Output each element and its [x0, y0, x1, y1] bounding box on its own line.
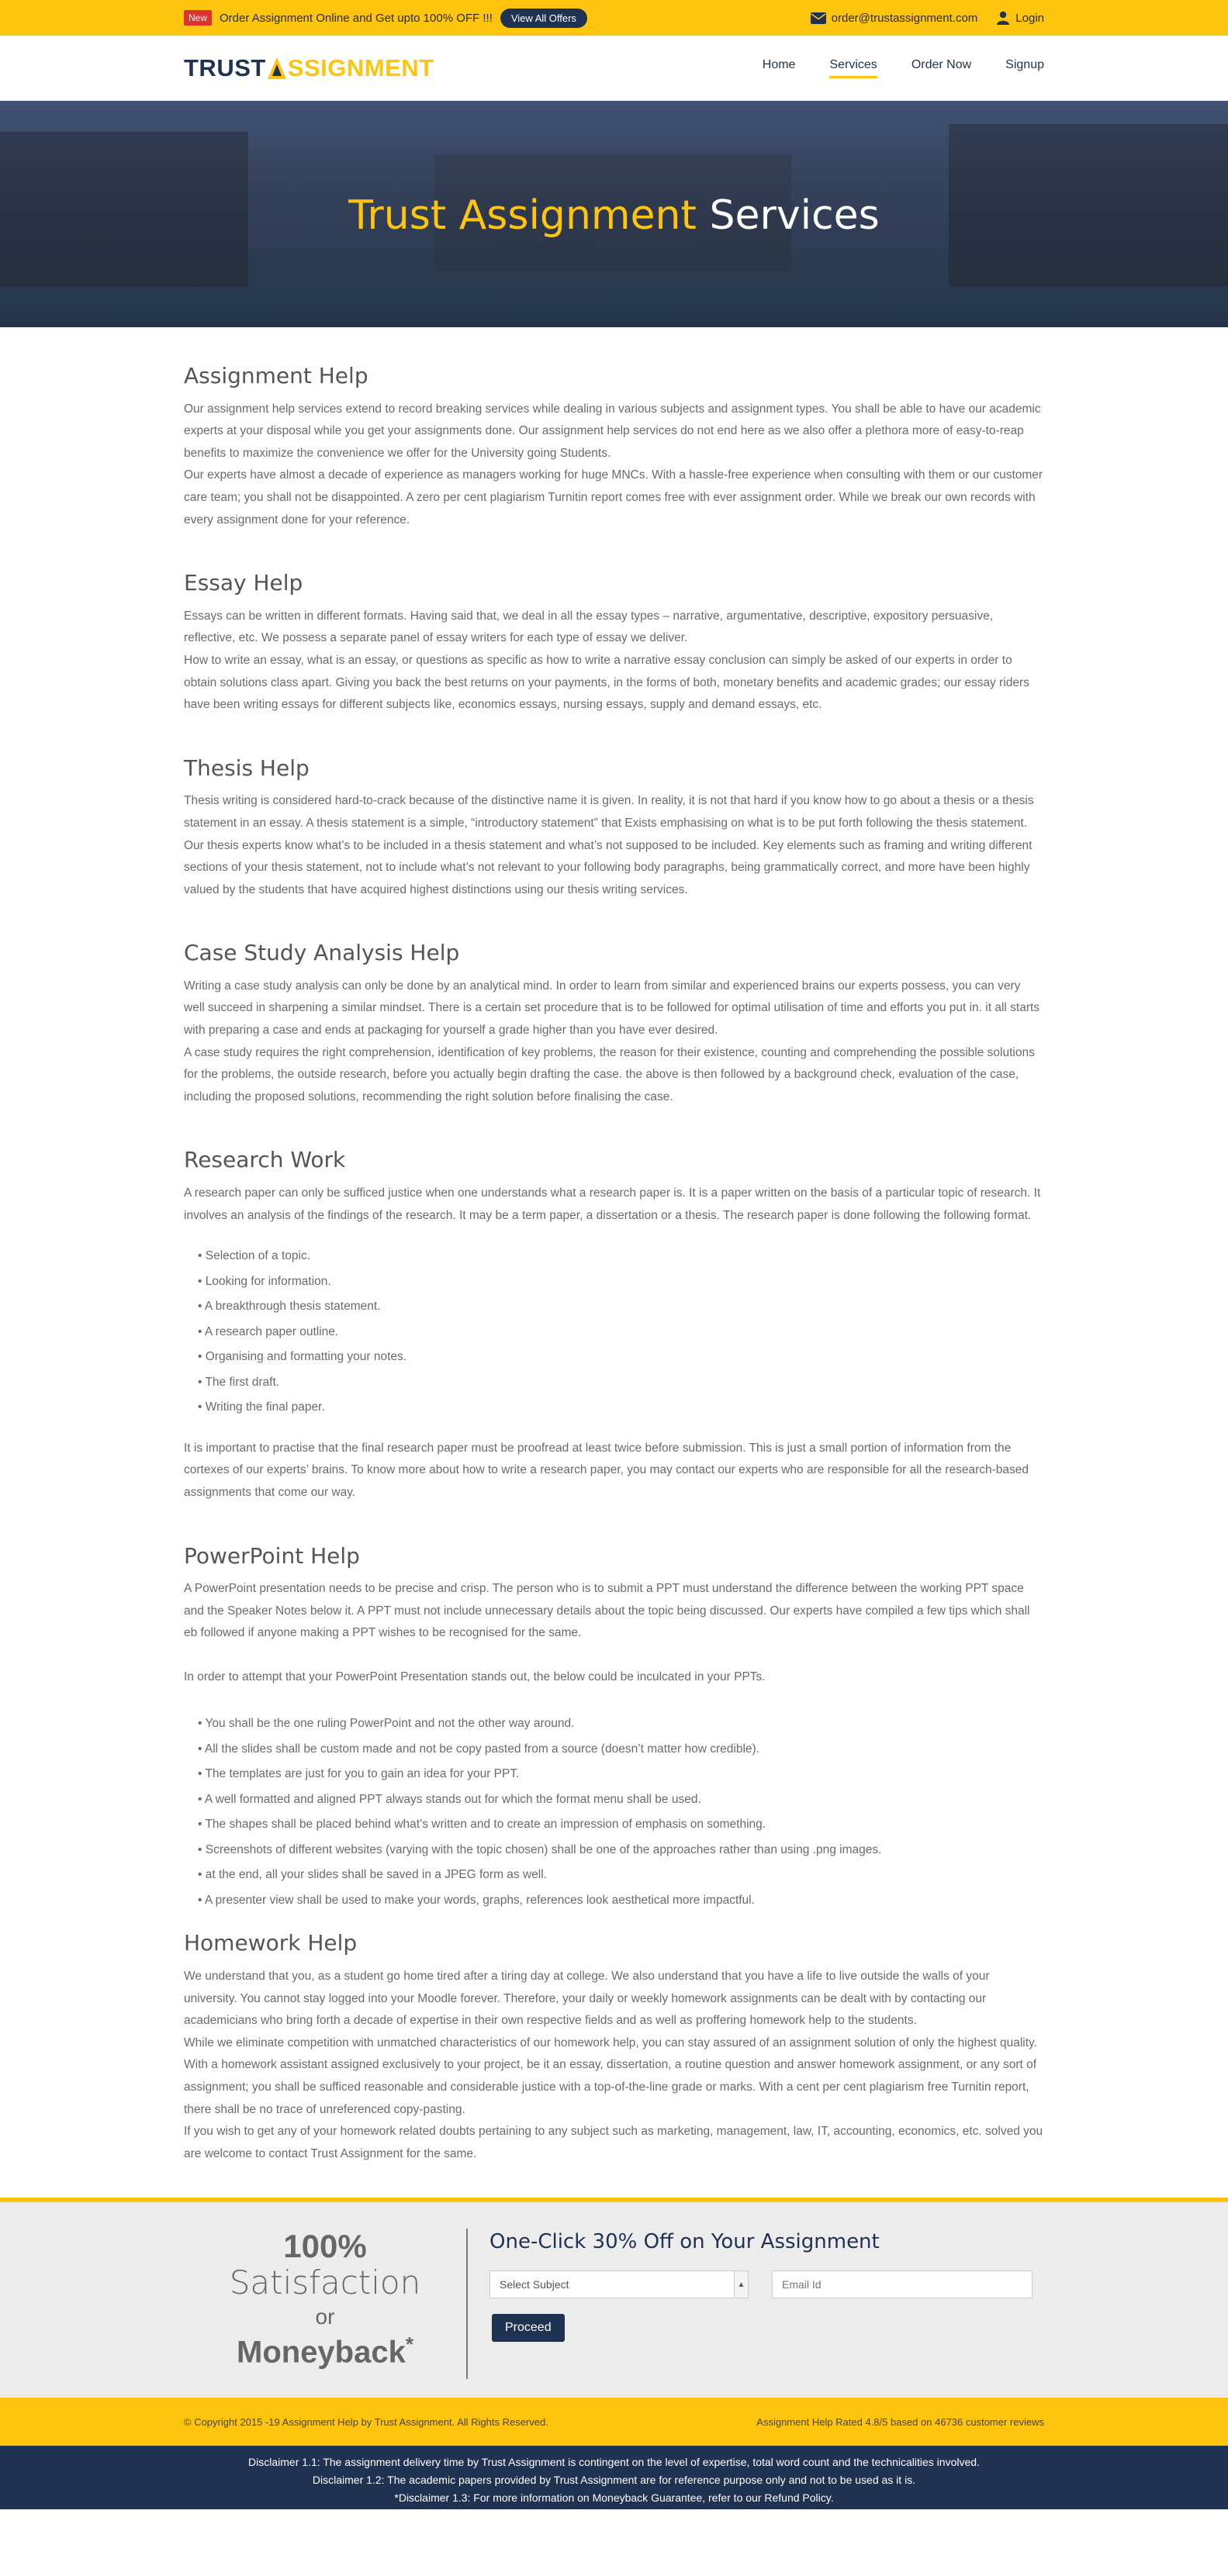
disclaimer-1: Disclaimer 1.1: The assignment delivery time by Trust Assignment is contingent on the level of expertise, total word count and the technicalities involved. — [248, 2456, 980, 2469]
spacer — [184, 1521, 1044, 1543]
section-assignment-help — [184, 363, 1044, 531]
disclaimer-2: Disclaimer 1.2: The academic papers provided by Trust Assignment are for reference purpose only and not to be used as it is. — [312, 2474, 916, 2487]
email-input[interactable] — [772, 2270, 1033, 2298]
login-text: Login — [1015, 11, 1044, 25]
guarantee-or: or — [315, 2304, 335, 2329]
section-research-work — [184, 1147, 1044, 1504]
offer-section — [0, 2198, 1228, 2398]
list-item: • Organising and formatting your notes. — [198, 1345, 1044, 1370]
section-paragraph: It is important to practise that the final research paper must be proofread at least twice before submission. This is just a small portion of information from the cortexes of our experts’ brains. To know more about how to write a research paper, you may contact our experts who are responsible for all the research-based assignments that come our way. — [184, 1441, 1029, 1499]
top-links — [811, 11, 1044, 25]
logo-text-trust: TRUST — [184, 54, 266, 81]
list-item: • A research paper outline. — [198, 1320, 1044, 1345]
guarantee-percent: 100% — [283, 2228, 367, 2265]
nav-home[interactable]: Home — [762, 58, 796, 71]
offer-heading: One-Click 30% Off on Your Assignment — [489, 2230, 880, 2254]
copyright-text: © Copyright 2015 -19 Assignment Help by Trust Assignment. All Rights Reserved. — [184, 2415, 548, 2428]
guarantee-satisfaction: Satisfaction — [229, 2263, 421, 2301]
main-nav — [763, 58, 1044, 78]
section-essay-help — [184, 570, 1044, 717]
hero-title-rest: Services — [709, 192, 880, 239]
section-paragraph: Our experts have almost a decade of experience as managers working for huge MNCs. With a hassle-free experience when consulting with them or our customer care team; you shall not be disappointed. A zero per cent plagiarism Turnitin report comes free with ever assignment order. While we break our own records with every assignment done for your reference. — [184, 468, 1043, 527]
section-title: Assignment Help — [184, 363, 368, 388]
disclaimer-3: *Disclaimer 1.3: For more information on Moneyback Guarantee, refer to our Refund Policy. — [394, 2491, 834, 2505]
section-title: Essay Help — [184, 570, 303, 596]
list-item: • Looking for information. — [198, 1269, 1044, 1295]
spacer — [184, 1125, 1044, 1147]
footer-bar — [0, 2398, 1228, 2446]
top-bar — [0, 0, 1228, 36]
promo-text: Order Assignment Online and Get upto 100% OFF !!! — [220, 11, 493, 25]
hero-banner — [0, 101, 1228, 327]
nav-order-now[interactable]: Order Now — [911, 58, 972, 71]
email-link[interactable] — [811, 12, 978, 25]
section-paragraph: In order to attempt that your PowerPoint Presentation stands out, the below could be inculcated in your PPTs. — [184, 1670, 766, 1683]
section-paragraph: We understand that you, as a student go home tired after a tiring day at college. We also understand that you have a life to live outside the walls of your university. You cannot stay logged into your Moodle forever. Therefore, your daily or weekly homework assignments can be dealt with by contacting our academicians who bring forth a decade of expertise in their own respective fields and as well as proffering homework help to the students. — [184, 1970, 990, 2028]
section-title: Thesis Help — [184, 754, 310, 781]
new-badge: New — [184, 10, 212, 26]
section-paragraph: Our assignment help services extend to record breaking services while dealing in various subjects and assignment types. You shall be able to have our academic experts at your disposal while you get your assignments done. Our assignment help services do not end here as we also offer a plethora more of easy-to-reap benefits to maximize the convenience we offer for the University going Students. — [184, 402, 1041, 460]
section-homework-help — [184, 1930, 1044, 2165]
section-paragraph: Thesis writing is considered hard-to-crack because of the distinctive name it is given. In reality, it is not that hard if you know how to go about a thesis or a thesis statement in an essay. A thesis statement is a simple, “introductory statement” that Exists emphasising on what is to be put forth following the thesis statement. — [184, 794, 1034, 830]
section-paragraph: Essays can be written in different formats. Having said that, we deal in all the essay types – narrative, argumentative, descriptive, expository persuasive, reflective, etc. We possess a separate panel of essay writers for each type of essay we deliver. — [184, 609, 994, 645]
offer-form-row — [489, 2270, 1033, 2298]
spacer — [184, 918, 1044, 940]
section-title: Case Study Analysis Help — [184, 940, 460, 966]
section-title: Research Work — [184, 1147, 346, 1173]
list-item: • A well formatted and aligned PPT always stands out for which the format menu shall be used. — [198, 1787, 1044, 1813]
list-item: • The shapes shall be placed behind what’s written and to create an impression of emphasis on something. — [198, 1812, 1044, 1838]
email-text: order@trustassignment.com — [831, 11, 978, 25]
moneyback-asterisk: * — [405, 2332, 413, 2356]
section-paragraph: A case study requires the right comprehension, identification of key problems, the reason for their existence, counting and comprehending the possible solutions for the problems, the outside research, before you actually begin drafting the case. the above is then followed by a background check, evaluation of the case, including the proposed solutions, recommending the right solution before finalising the case. — [184, 1045, 1035, 1103]
list-item: • at the end, all your slides shall be saved in a JPEG form as well. — [198, 1863, 1044, 1888]
nav-signup[interactable]: Signup — [1005, 58, 1044, 71]
list-item: • A breakthrough thesis statement. — [198, 1294, 1044, 1320]
user-icon — [996, 11, 1010, 25]
list-item: • A presenter view shall be used to make your words, graphs, references look aesthetical more impactful. — [198, 1888, 1044, 1914]
promo-strip — [184, 9, 587, 28]
list-item: • Selection of a topic. — [198, 1244, 1044, 1269]
hero-title-highlight: Trust Assignment — [348, 192, 697, 239]
section-case-study-help — [184, 940, 1044, 1108]
section-paragraph: If you wish to get any of your homework related doubts pertaining to any subject such as marketing, management, law, IT, accounting, economics, etc. solved you are welcome to contact Trust Assignment for the same. — [184, 2125, 1043, 2160]
list-item: • You shall be the one ruling PowerPoint and not the other way around. — [198, 1711, 1044, 1737]
section-paragraph: Writing a case study analysis can only be done by an analytical mind. In order to learn from similar and experienced brains our experts possess, you can very well succeed in sharpening a similar mindset. There is a certain set procedure that is to be followed for optimal utilisation of time and efforts you put in. it all starts with preparing a case and ends at packaging for yourself a grade higher than you have ever desired. — [184, 979, 1040, 1038]
login-link[interactable] — [996, 11, 1044, 25]
site-header — [0, 36, 1228, 101]
spacer — [184, 548, 1044, 570]
disclaimer-bar — [0, 2446, 1228, 2509]
logo-triangle-icon — [267, 57, 287, 80]
subject-select-value: Select Subject — [500, 2278, 569, 2291]
guarantee-moneyback — [184, 2333, 466, 2369]
list-item: • All the slides shall be custom made and not be copy pasted from a source (doesn’t matter how credible). — [198, 1737, 1044, 1763]
list-item: • The templates are just for you to gain an idea for your PPT. — [198, 1762, 1044, 1787]
list-item: • The first draft. — [198, 1370, 1044, 1396]
section-paragraph: How to write an essay, what is an essay, or questions as specific as how to write a narrative essay conclusion can simply be asked of our experts in order to obtain solutions class apart. Giving you back the best returns on your payments, in the forms of both, monetary benefits and academic grades; our essay riders have been writing essays for different subjects like, economics essays, nursing essays, supply and demand essays, etc. — [184, 653, 1029, 712]
moneyback-text: Moneyback — [237, 2335, 406, 2370]
list-item: • Writing the final paper. — [198, 1395, 1044, 1421]
section-powerpoint-help — [184, 1543, 1044, 1914]
envelope-icon — [811, 12, 826, 24]
section-paragraph: While we eliminate competition with unmatched characteristics of our homework help, you can stay assured of an assignment solution of only the highest quality. With a homework assistant assigned exclusively to your project, be it an essay, dissertation, a routine question and answer homework assignment, or any sort of assignment; you shall be sufficed reasonable and considerable justice with a top-of-the-line grade or marks. With a cent per cent plagiarism free Turnitin report, there shall be no trace of unreferenced copy-pasting. — [184, 2036, 1037, 2116]
proceed-button[interactable]: Proceed — [492, 2314, 565, 2342]
powerpoint-tips-list — [198, 1711, 1044, 1913]
view-all-offers-button[interactable]: View All Offers — [500, 9, 587, 28]
rating-text: Assignment Help Rated 4.8/5 based on 46736 customer reviews — [756, 2415, 1044, 2428]
section-title: Homework Help — [184, 1930, 358, 1956]
offer-form — [468, 2202, 1033, 2398]
list-item: • Screenshots of different websites (varying with the topic chosen) shall be one of the approaches rather than using .png images. — [198, 1838, 1044, 1863]
section-paragraph: A PowerPoint presentation needs to be precise and crisp. The person who is to submit a PPT must understand the difference between the working PPT space and the Speaker Notes below it. A PPT must not include unnecessary details about the topic being discussed. Our experts have compiled a few tips which shall eb followed if anyone making a PPT wishes to be recognised for the same. — [184, 1582, 1030, 1640]
logo-text-assignment: SSIGNMENT — [287, 54, 434, 81]
section-paragraph: A research paper can only be sufficed justice when one understands what a research paper is. It is a paper written on the basis of a particular topic of research. It involves an analysis of the findings of the research. It may be a term paper, a dissertation or a thesis. The research paper is done following the following format. — [184, 1186, 1041, 1222]
section-paragraph: Our thesis experts know what’s to be included in a thesis statement and what’s not supposed to be included. Key elements such as framing and writing different sections of your thesis statement, not to include what’s not relevant to your following body paragraphs, being grammatically correct, and more have been highly valued by the students that have acquired highest distinctions using our thesis writing services. — [184, 838, 1033, 896]
hero-title — [0, 192, 1228, 239]
site-logo[interactable] — [184, 54, 434, 82]
research-steps-list — [198, 1244, 1044, 1421]
spacer — [184, 734, 1044, 755]
section-thesis-help — [184, 755, 1044, 902]
chevron-down-icon[interactable]: ▲ — [734, 2271, 748, 2298]
section-title: PowerPoint Help — [184, 1542, 360, 1569]
subject-select[interactable] — [489, 2270, 749, 2298]
nav-services[interactable]: Services — [829, 58, 877, 78]
guarantee-block — [184, 2229, 468, 2379]
services-content — [0, 327, 1228, 2198]
